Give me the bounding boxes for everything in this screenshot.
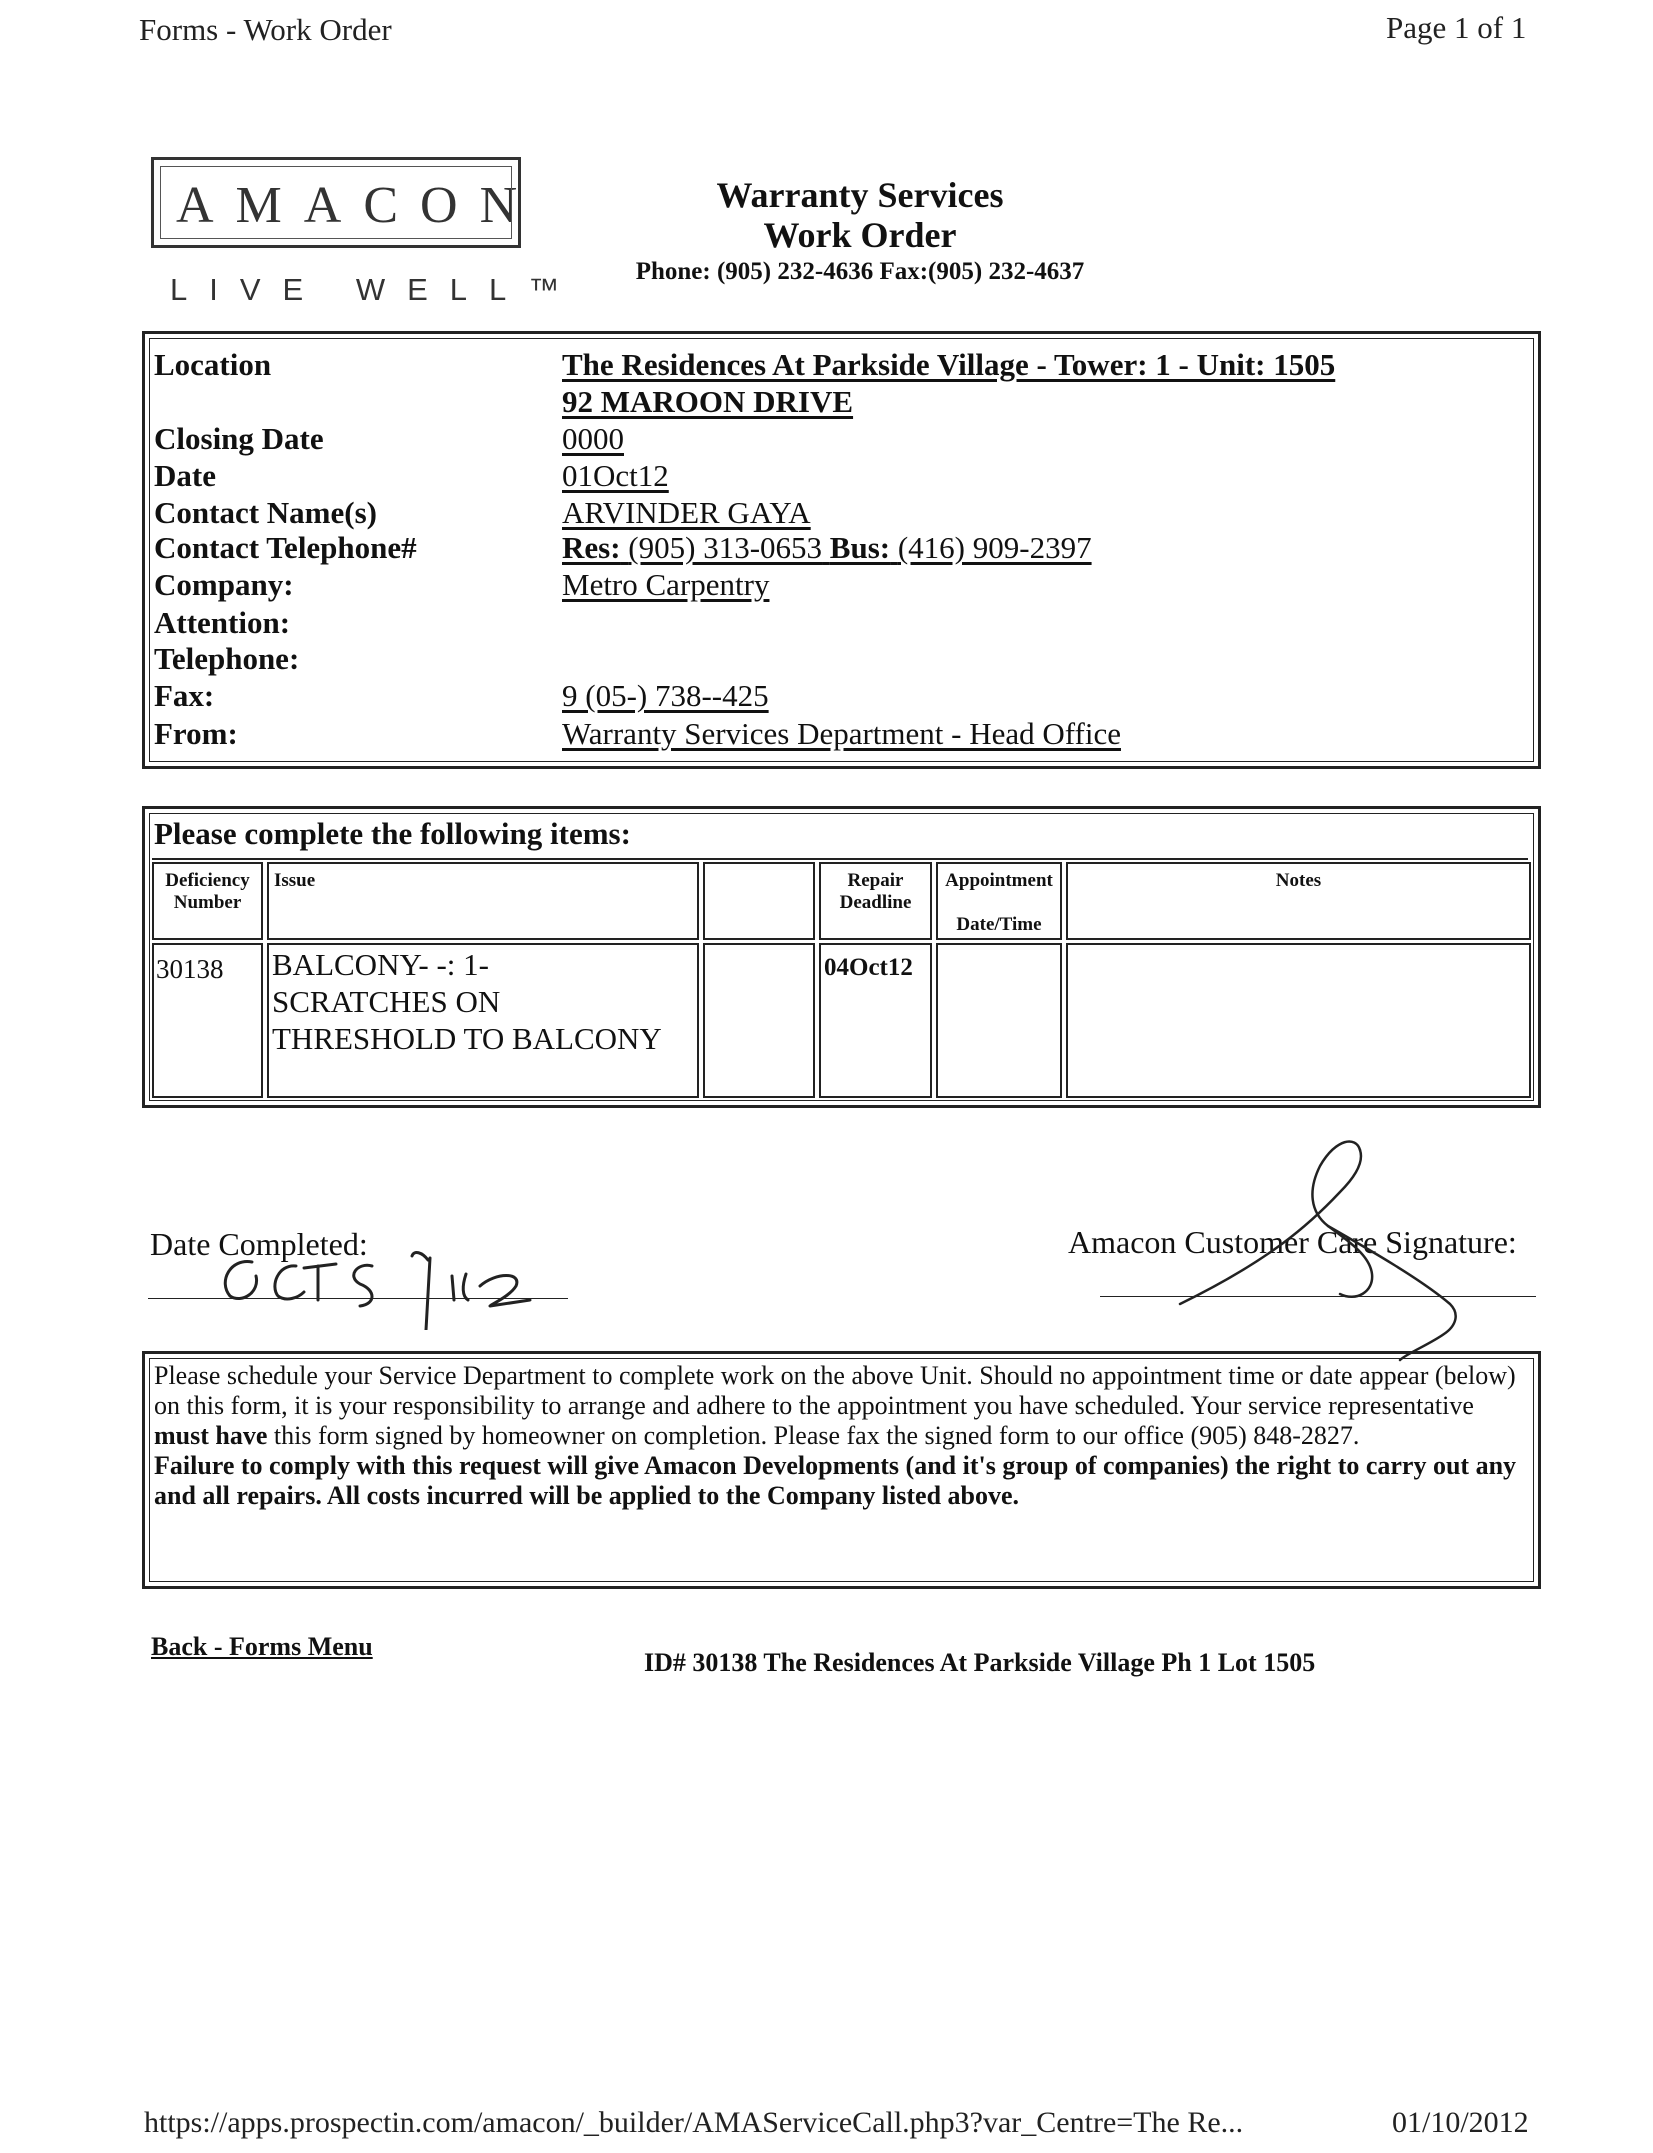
value-company: Metro Carpentry	[562, 567, 770, 602]
table-row-issue	[267, 943, 699, 1098]
value-closing-date: 0000	[562, 421, 624, 456]
table-row-blank	[703, 943, 815, 1098]
bus-phone: (416) 909-2397	[897, 530, 1092, 565]
header-notes-label: Notes	[1275, 870, 1322, 891]
label-location: Location	[154, 347, 272, 382]
instructions-warning: Failure to comply with this request will give Amacon Developments (and it's group of companies) the right to carry out any and all repairs. All costs incurred will be applied to the Company listed above.	[154, 1451, 1517, 1510]
value-date: 01Oct12	[562, 458, 669, 493]
header-repair-deadline	[819, 862, 932, 940]
items-title: Please complete the following items:	[154, 816, 631, 851]
handwritten-date	[200, 1200, 600, 1330]
header-appointment-line1: Appointment	[945, 870, 1053, 891]
print-footer-date: 01/10/2012	[1392, 2106, 1529, 2139]
header-issue	[267, 862, 699, 940]
cell-deficiency-number: 30138	[156, 954, 224, 984]
header-notes	[1066, 862, 1531, 940]
instructions-text	[154, 1361, 1524, 1511]
instructions-part1: Please schedule your Service Department to complete work on the above Unit. Should no appointment time or date appear (below) on this form, it is your responsibility to arrange and adhere to the appointment you have scheduled. Your service representative	[154, 1361, 1516, 1420]
cell-issue-line1: BALCONY- -: 1-	[272, 947, 489, 982]
amacon-logo	[151, 157, 540, 248]
form-title-line1: Warranty Services	[716, 175, 1004, 215]
header-blank	[703, 862, 815, 940]
res-label: Res:	[562, 530, 621, 565]
logo-tagline: LIVE WELL™	[170, 272, 582, 307]
header-appointment-line2: Date/Time	[956, 914, 1042, 935]
label-contact-telephone: Contact Telephone#	[154, 530, 417, 565]
cell-repair-deadline: 04Oct12	[824, 954, 913, 981]
print-header-title: Forms - Work Order	[139, 12, 392, 47]
header-repair-line2: Deadline	[839, 892, 912, 913]
label-contact-names: Contact Name(s)	[154, 495, 377, 530]
header-deficiency-line2: Number	[173, 892, 242, 913]
value-location-line1: The Residences At Parkside Village - Tower: 1 - Unit: 1505	[562, 347, 1336, 382]
label-fax: Fax:	[154, 678, 215, 713]
signature-label: Amacon Customer Care Signature:	[1068, 1224, 1517, 1260]
header-repair-line1: Repair	[847, 870, 904, 891]
cell-issue-line2: SCRATCHES ON	[272, 984, 501, 1019]
table-row-repair-deadline	[819, 943, 932, 1098]
work-order-id: ID# 30138 The Residences At Parkside Village Ph 1 Lot 1505	[644, 1648, 1316, 1677]
print-footer-url: https://apps.prospectin.com/amacon/_builder/AMAServiceCall.php3?var_Centre=The Re...	[144, 2106, 1244, 2139]
header-issue-label: Issue	[274, 870, 316, 891]
logo-name: AMACON	[176, 177, 540, 234]
label-date: Date	[154, 458, 216, 493]
res-phone: (905) 313-0653	[628, 530, 823, 565]
instructions-must-have: must have	[154, 1421, 268, 1450]
contact-phone-fax: Phone: (905) 232-4636 Fax:(905) 232-4637	[635, 258, 1085, 285]
table-row-appointment	[936, 943, 1062, 1098]
value-location-line2: 92 MAROON DRIVE	[562, 384, 854, 419]
value-fax: 9 (05-) 738--425	[562, 678, 769, 713]
header-appointment	[936, 862, 1062, 940]
form-title-line2: Work Order	[763, 215, 957, 255]
bus-label: Bus:	[829, 530, 891, 565]
instructions-part2: this form signed by homeowner on completion. Please fax the signed form to our office (905) 848-2827.	[267, 1421, 1360, 1450]
cell-issue-line3: THRESHOLD TO BALCONY	[272, 1021, 662, 1056]
table-row-deficiency-number	[152, 943, 263, 1098]
value-contact-names: ARVINDER GAYA	[562, 495, 811, 530]
header-deficiency-line1: Deficiency	[165, 870, 250, 891]
print-header-page: Page 1 of 1	[1386, 10, 1527, 45]
label-telephone: Telephone:	[154, 641, 300, 676]
label-closing-date: Closing Date	[154, 421, 324, 456]
items-title-divider	[152, 858, 1528, 860]
table-row-notes	[1066, 943, 1531, 1098]
back-forms-menu-link[interactable]: Back - Forms Menu	[151, 1632, 373, 1661]
label-from: From:	[154, 716, 238, 751]
label-company: Company:	[154, 567, 294, 602]
value-from: Warranty Services Department - Head Office	[562, 716, 1121, 751]
value-contact-telephone	[562, 530, 1092, 566]
label-attention: Attention:	[154, 605, 291, 640]
header-deficiency-number	[152, 862, 263, 940]
date-completed-label: Date Completed:	[150, 1226, 368, 1262]
